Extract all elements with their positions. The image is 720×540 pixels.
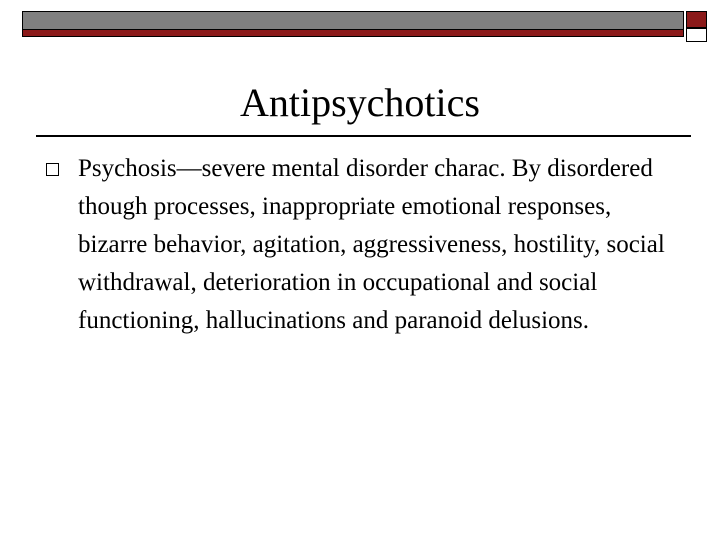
slide-title [0, 78, 720, 128]
bullet-item [40, 150, 680, 340]
header-corner-square-red [686, 11, 707, 28]
header-decoration-gray-band [23, 12, 683, 30]
header-corner-square-white [686, 28, 707, 42]
bullet-text: Psychosis—severe mental disorder charac. By disordered though processes, inappropriate emotional responses, bizarre behavior, agitation, aggressiveness, hostility, social withdrawal, deterioration in occupational and social functioning, hallucinations and paranoid delusions. [78, 155, 665, 334]
header-decoration-bar [22, 11, 684, 37]
title-underline-rule [36, 135, 691, 137]
bullet-list [40, 150, 680, 340]
hollow-square-bullet-icon [46, 163, 59, 176]
slide-title-text: Antipsychotics [240, 80, 480, 125]
